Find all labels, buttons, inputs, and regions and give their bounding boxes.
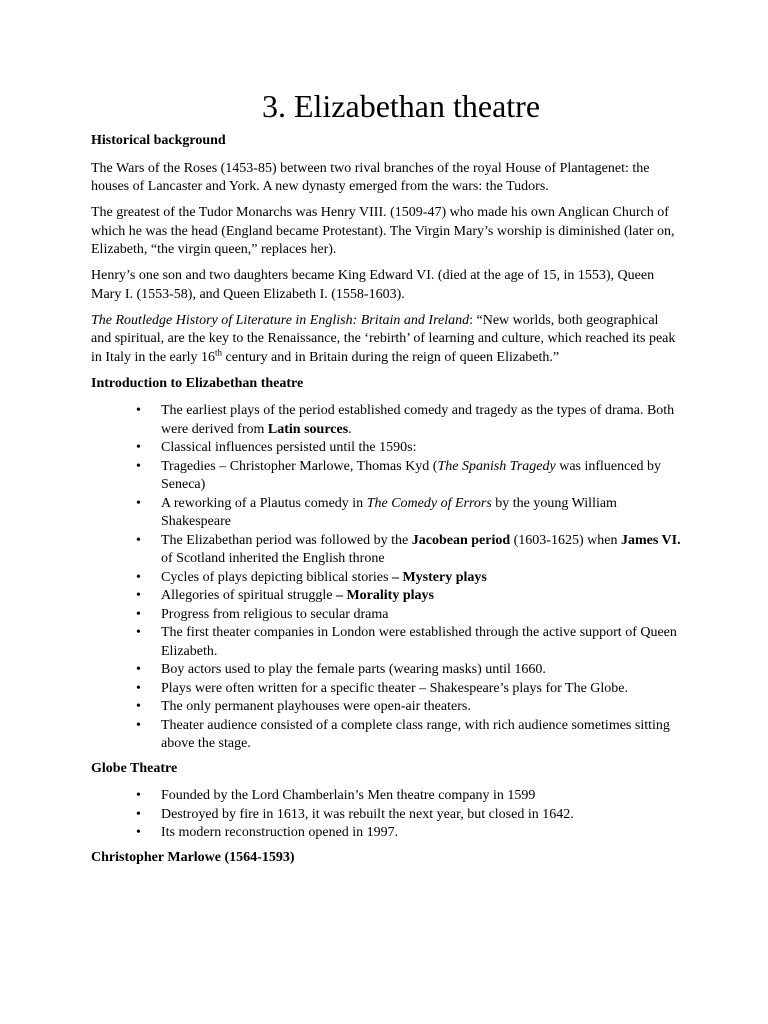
item-text: was influenced by Seneca): [161, 458, 662, 492]
citation-title: The Routledge History of Literature in English: Britain and Ireland: [91, 312, 470, 328]
bullet-icon: •: [136, 403, 141, 418]
bullet-icon: •: [136, 440, 141, 455]
item-text: (1603-1625) when: [510, 532, 621, 548]
bullet-icon: •: [136, 625, 141, 640]
item-text: The Elizabethan period was followed by the: [161, 532, 412, 548]
section-heading-globe-theatre: Globe Theatre: [91, 760, 178, 776]
bullet-icon: •: [136, 495, 141, 511]
list-item: [91, 402, 681, 439]
list-item: [91, 495, 681, 532]
item-text: Progress from religious to secular drama: [161, 606, 389, 622]
item-text: Destroyed by fire in 1613, it was rebuilt the next year, but closed in 1642.: [161, 806, 574, 822]
item-text: .: [348, 421, 352, 437]
item-text: Classical influences persisted until the 1590s:: [161, 440, 417, 455]
ordinal-superscript: th: [215, 346, 223, 357]
bullet-icon: •: [136, 717, 141, 733]
list-item: [91, 458, 681, 495]
list-item: [91, 824, 681, 843]
quote-paragraph: [91, 312, 681, 368]
item-text: The only permanent playhouses were open-air theaters.: [161, 699, 471, 714]
item-text: of Scotland inherited the English throne: [161, 551, 385, 566]
list-item: [91, 680, 681, 699]
bullet-icon: •: [136, 806, 141, 822]
item-text: Plays were often written for a specific theater – Shakespeare’s plays for The Globe.: [161, 680, 629, 696]
document-content: [91, 84, 681, 876]
introduction-list: [91, 402, 681, 754]
bullet-icon: •: [136, 532, 141, 548]
item-text: The earliest plays of the period established comedy and tragedy as the types of drama. Both were derived from: [161, 403, 675, 437]
item-italic: The Spanish Tragedy: [437, 458, 556, 474]
bullet-icon: •: [136, 680, 141, 696]
item-text: The first theater companies in London were established through the active support of Queen Elizabeth.: [161, 625, 677, 659]
item-italic: The Comedy of Errors: [366, 495, 492, 511]
item-bold: James VI.: [620, 532, 681, 548]
list-item: [91, 717, 681, 754]
list-item: [91, 787, 681, 806]
item-text: Boy actors used to play the female parts (wearing masks) until 1660.: [161, 662, 546, 677]
section-heading-marlowe: Christopher Marlowe (1564-1593): [91, 849, 295, 865]
bullet-icon: •: [136, 458, 141, 474]
quote-text-a: “New worlds, both geographical and spiritual, are the key to the Renaissance, the ‘rebirth’ of learning and culture, which reached its peak in Italy in the early 16: [91, 312, 676, 365]
item-text: Founded by the Lord Chamberlain’s Men theatre company in 1599: [161, 788, 536, 803]
section-heading-introduction: Introduction to Elizabethan theatre: [91, 375, 304, 391]
list-item: [91, 569, 681, 588]
item-text: Tragedies – Christopher Marlowe, Thomas Kyd (: [161, 458, 438, 474]
list-item: [91, 606, 681, 625]
item-bold: Latin sources: [267, 421, 349, 437]
list-item: [91, 661, 681, 680]
citation-colon: :: [469, 312, 477, 328]
bullet-icon: •: [136, 699, 141, 714]
paragraph: The Wars of the Roses (1453-85) between two rival branches of the royal House of Plantagenet: the houses of Lancaster and York. A new dynasty emerged from the wars: the Tudors.: [91, 160, 650, 194]
item-text: Its modern reconstruction opened in 1997.: [161, 825, 399, 840]
page-title: 3. Elizabethan theatre: [261, 88, 541, 124]
item-bold: – Mystery plays: [391, 569, 487, 585]
item-text: Allegories of spiritual struggle: [161, 588, 336, 603]
bullet-icon: •: [136, 569, 141, 585]
list-item: [91, 587, 681, 606]
paragraph: The greatest of the Tudor Monarchs was Henry VIII. (1509-47) who made his own Anglican Church of which he was the head (England became Protestant). The Virgin Mary’s worship is diminished (later on, Elizabeth, “the virgin queen,” replaces her).: [91, 205, 675, 257]
bullet-icon: •: [136, 825, 141, 840]
bullet-icon: •: [136, 606, 141, 622]
list-item: [91, 806, 681, 825]
item-text: Theater audience consisted of a complete class range, with rich audience sometimes sitting above the stage.: [161, 717, 670, 751]
list-item: [91, 532, 681, 569]
item-bold: Jacobean period: [411, 532, 511, 548]
bullet-icon: •: [136, 588, 141, 603]
item-text: Cycles of plays depicting biblical stories: [161, 569, 392, 585]
section-heading-historical-background: Historical background: [91, 133, 226, 148]
list-item: [91, 698, 681, 717]
item-bold: – Morality plays: [335, 588, 434, 603]
list-item: [91, 439, 681, 458]
list-item: [91, 624, 681, 661]
bullet-icon: •: [136, 662, 141, 677]
item-text: by the young William Shakespeare: [161, 495, 617, 529]
quote-text-b: century and in Britain during the reign of queen Elizabeth.”: [222, 349, 560, 365]
globe-theatre-list: [91, 787, 681, 843]
paragraph: Henry’s one son and two daughters became King Edward VI. (died at the age of 15, in 1553), Queen Mary I. (1553-58), and Queen Elizabeth I. (1558-1603).: [91, 268, 655, 302]
bullet-icon: •: [136, 788, 141, 803]
item-text: A reworking of a Plautus comedy in: [161, 495, 367, 511]
